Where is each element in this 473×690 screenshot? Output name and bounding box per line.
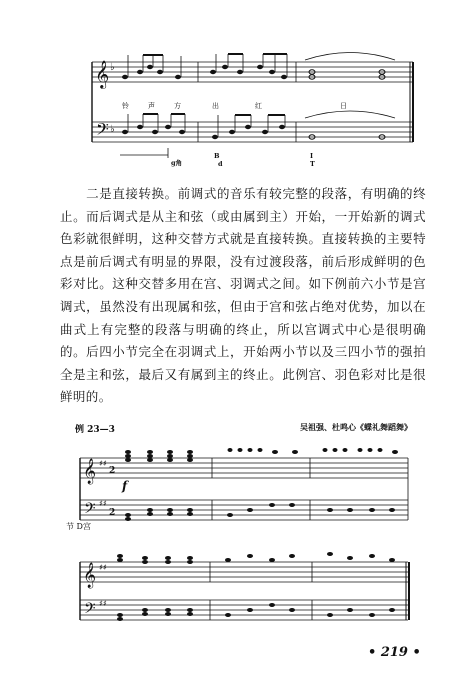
music-score-top	[0, 0, 473, 180]
svg-text:2: 2	[109, 466, 116, 476]
lyric-syllable: 日	[340, 102, 347, 110]
example-label: 例 23—3	[75, 425, 115, 435]
chord-symbol: B	[214, 152, 220, 160]
example-source: 吴祖强、杜鸣心《蝶礼舞蹈舞》	[300, 422, 412, 432]
body-paragraph	[60, 183, 426, 409]
svg-text:♯♯: ♯♯	[99, 459, 107, 468]
svg-text:♯♯: ♯♯	[99, 499, 107, 508]
chord-symbol: g角	[171, 159, 183, 167]
lyric-syllable: 声	[148, 102, 155, 110]
svg-text:2: 2	[109, 508, 116, 518]
svg-text:𝄢: 𝄢	[84, 600, 96, 621]
svg-text:♯♯: ♯♯	[99, 599, 107, 608]
svg-text:𝄞: 𝄞	[83, 459, 97, 484]
body-text: 二是直接转换。前调式的音乐有较完整的段落，有明确的终止。而后调式是从主和弦（或由属到主）开始，一开始新的调式色彩就很鲜明，这种交替方式就是直接转换。直接转换的主要特点是前后调式有明显的界限，没有过渡段落，前后形成鲜明的色彩对比。这种交替多用在宫、羽调式之间。如下例前六小节是宫调式，虽然没有出现属和弦，但由于宫和弦占绝对优势，加以在曲式上有完整的段落与明确的终止，所以宫调式中心是很明确的。后四小节完全在羽调式上，开始两小节以及三四小节的强拍全是主和弦，最后又有属到主的终止。此例宫、羽色彩对比是很鲜明的。	[60, 186, 426, 405]
svg-text:𝄞: 𝄞	[95, 60, 110, 88]
lyric-syllable: 出	[212, 102, 219, 110]
key-label: 节 D宫	[66, 522, 91, 531]
svg-text:𝄞: 𝄞	[83, 563, 97, 588]
lyric-syllable: 铃	[122, 102, 129, 110]
svg-text:𝄢: 𝄢	[84, 500, 96, 521]
lyric-syllable: 方	[174, 102, 181, 110]
svg-text:♯♯: ♯♯	[99, 563, 107, 572]
svg-text:𝄢: 𝄢	[96, 119, 109, 143]
chord-symbol: I	[310, 152, 314, 160]
page-number: • 219 •	[368, 645, 421, 660]
dynamic-mark: f	[122, 479, 128, 493]
svg-text:♭: ♭	[110, 124, 115, 135]
chord-symbol: d	[218, 160, 223, 168]
music-score-example	[0, 430, 473, 640]
svg-text:♭: ♭	[110, 62, 115, 73]
chord-symbol: T	[310, 160, 315, 168]
lyric-syllable: 红	[255, 102, 262, 110]
